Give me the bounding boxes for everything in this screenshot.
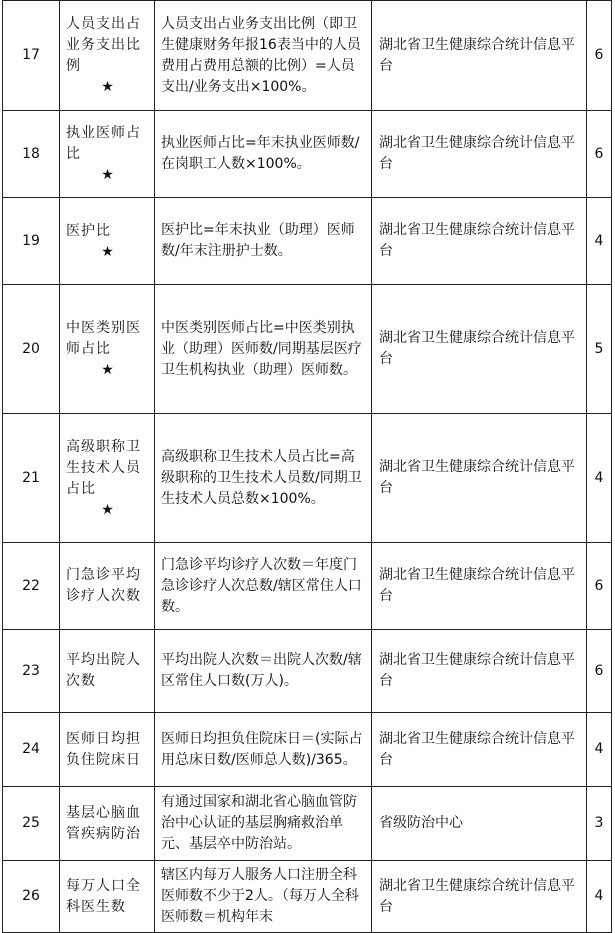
table-row [3, 787, 612, 861]
indicator-name: 高级职称卫生技术人员占比 [66, 438, 141, 497]
indicator-name-cell [60, 1, 155, 111]
star-icon: ★ [101, 243, 115, 260]
score: 4 [587, 414, 612, 543]
indicator-name-cell [60, 285, 155, 414]
score: 3 [587, 787, 612, 861]
row-number: 24 [3, 713, 60, 787]
indicator-name: 门急诊平均诊疗人次数 [66, 567, 141, 604]
indicator-name-cell [60, 861, 155, 933]
row-number: 18 [3, 111, 60, 198]
data-source: 湖北省卫生健康综合统计信息平台 [372, 198, 587, 285]
indicator-definition: 人员支出占业务支出比例（即卫生健康财务年报16表当中的人员费用占费用总额的比例）=人员支出/业务支出×100%。 [155, 1, 372, 111]
row-number: 19 [3, 198, 60, 285]
table-row [3, 414, 612, 543]
indicator-definition-text: 辖区内每万人服务人口注册全科医师数不少于2人。（每万人全科医师数＝机构年末 [161, 866, 359, 925]
table-row [3, 285, 612, 414]
score: 4 [587, 713, 612, 787]
table-row [3, 713, 612, 787]
indicator-name-cell [60, 414, 155, 543]
row-number: 22 [3, 543, 60, 630]
indicator-name-cell [60, 630, 155, 713]
table-row [3, 198, 612, 285]
indicator-name-cell [60, 543, 155, 630]
score: 4 [587, 861, 612, 933]
indicator-name: 医师日均担负住院床日 [66, 730, 141, 768]
data-source: 湖北省卫生健康综合统计信息平台 [372, 543, 587, 630]
table-row [3, 630, 612, 713]
row-number: 17 [3, 1, 60, 111]
indicator-definition: 有通过国家和湖北省心脑血管防治中心认证的基层胸痛救治单元、基层卒中防治站。 [155, 787, 372, 861]
indicator-name: 平均出院人次数 [66, 652, 141, 689]
indicator-definition [155, 861, 372, 933]
data-source: 湖北省卫生健康综合统计信息平台 [372, 630, 587, 713]
score: 6 [587, 543, 612, 630]
indicator-definition: 医护比=年末执业（助理）医师数/年末注册护士数。 [155, 198, 372, 285]
indicator-name: 每万人口全科医生数 [66, 877, 141, 915]
indicator-definition: 门急诊平均诊疗人次数＝年度门急诊诊疗人次总数/辖区常住人口数。 [155, 543, 372, 630]
data-source: 湖北省卫生健康综合统计信息平台 [372, 861, 587, 933]
indicator-name-cell [60, 111, 155, 198]
row-number: 21 [3, 414, 60, 543]
indicator-definition: 高级职称卫生技术人员占比=高级职称的卫生技术人员数/同期卫生技术人员总数×100%。 [155, 414, 372, 543]
star-icon: ★ [101, 167, 115, 183]
table-row [3, 1, 612, 111]
star-icon: ★ [101, 362, 115, 378]
star-icon: ★ [101, 501, 115, 518]
indicator-name-cell [60, 713, 155, 787]
score: 5 [587, 285, 612, 414]
row-number: 25 [3, 787, 60, 861]
score: 6 [587, 1, 612, 111]
data-source: 省级防治中心 [372, 787, 587, 861]
indicator-definition: 中医类别医师占比=中医类别执业（助理）医师数/同期基层医疗卫生机构执业（助理）医师数。 [155, 285, 372, 414]
score: 6 [587, 111, 612, 198]
data-source: 湖北省卫生健康综合统计信息平台 [372, 1, 587, 111]
data-source: 湖北省卫生健康综合统计信息平台 [372, 111, 587, 198]
indicator-name: 基层心脑血管疾病防治 [66, 804, 141, 842]
star-icon: ★ [101, 79, 115, 95]
data-source: 湖北省卫生健康综合统计信息平台 [372, 713, 587, 787]
row-number: 26 [3, 861, 60, 933]
indicator-name-cell [60, 198, 155, 285]
indicator-name: 中医类别医师占比 [66, 320, 141, 357]
table-row [3, 111, 612, 198]
indicator-name-cell [60, 787, 155, 861]
indicator-name: 人员支出占业务支出比例 [66, 16, 141, 74]
indicator-definition: 平均出院人次数＝出院人次数/辖区常住人口数(万人)。 [155, 630, 372, 713]
table-row [3, 861, 612, 933]
score: 6 [587, 630, 612, 713]
score: 4 [587, 198, 612, 285]
indicator-name: 医护比 [66, 222, 111, 239]
indicator-table [2, 0, 612, 933]
data-source: 湖北省卫生健康综合统计信息平台 [372, 414, 587, 543]
data-source: 湖北省卫生健康综合统计信息平台 [372, 285, 587, 414]
indicator-definition: 执业医师占比=年末执业医师数/在岗职工人数×100%。 [155, 111, 372, 198]
table-row [3, 543, 612, 630]
indicator-name: 执业医师占比 [66, 125, 141, 162]
row-number: 23 [3, 630, 60, 713]
indicator-definition: 医师日均担负住院床日＝(实际占用总床日数/医师总人数)/365。 [155, 713, 372, 787]
row-number: 20 [3, 285, 60, 414]
